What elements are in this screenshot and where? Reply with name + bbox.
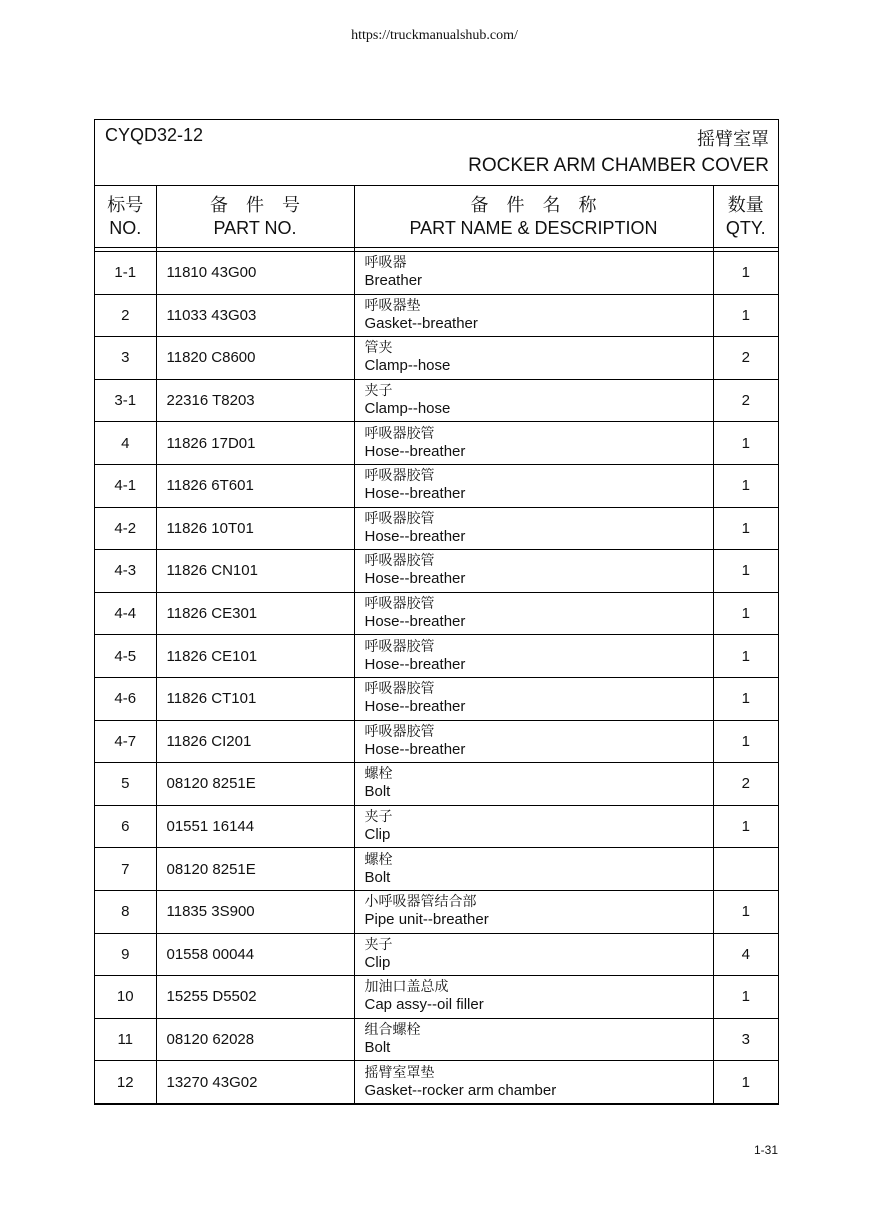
item-number: 3-1: [95, 379, 156, 422]
col-header-name-cn: 备 件 名 称: [470, 194, 597, 216]
quantity: 2: [713, 763, 778, 806]
part-name-en: Hose--breather: [364, 570, 466, 588]
part-description: [354, 252, 713, 295]
title-block: [95, 120, 778, 186]
item-number: 8: [95, 890, 156, 933]
part-name-en: Hose--breather: [364, 698, 466, 716]
part-description: [354, 720, 713, 763]
part-name-cn: 摇臂室罩垫: [364, 1064, 435, 1081]
part-name-en: Clip: [364, 826, 391, 844]
item-number: 7: [95, 848, 156, 891]
quantity: 1: [713, 890, 778, 933]
section-code: CYQD32-12: [105, 125, 204, 145]
item-number: 3: [95, 337, 156, 380]
part-description: [354, 592, 713, 635]
col-header-qty-en: QTY.: [725, 217, 766, 238]
table-row: [95, 422, 778, 465]
quantity: 1: [713, 677, 778, 720]
table-row: [95, 635, 778, 678]
table-row: [95, 976, 778, 1019]
part-name-cn: 呼吸器: [364, 255, 407, 272]
col-header-qty: [713, 186, 778, 248]
quantity: 4: [713, 933, 778, 976]
part-number: 11826 17D01: [156, 422, 354, 465]
quantity: 1: [741, 1073, 750, 1091]
part-name-cn: 组合螺栓: [364, 1021, 421, 1038]
table-row: [95, 677, 778, 720]
part-number: 11826 CN101: [156, 550, 354, 593]
part-number: 13270 43G02: [156, 1061, 354, 1103]
item-number: 4-4: [95, 592, 156, 635]
part-number: 11826 CE301: [156, 592, 354, 635]
quantity: 2: [713, 379, 778, 422]
col-header-name-en: PART NAME & DESCRIPTION: [409, 217, 658, 238]
quantity: 1: [713, 720, 778, 763]
item-number: 12: [95, 1061, 156, 1103]
part-name-cn: 呼吸器胶管: [364, 596, 435, 613]
part-name-en: Hose--breather: [364, 485, 466, 503]
item-number: 4-6: [95, 677, 156, 720]
part-description: [354, 337, 713, 380]
quantity: 1: [713, 464, 778, 507]
part-name-en: Hose--breather: [364, 613, 466, 631]
part-name-en: Breather: [364, 272, 423, 290]
table-row: [95, 507, 778, 550]
parts-list-frame: [94, 119, 779, 1105]
item-number: 4-2: [95, 507, 156, 550]
part-name-cn: 呼吸器胶管: [364, 681, 435, 698]
part-description: [354, 422, 713, 465]
page-number: 1-31: [753, 1143, 778, 1157]
parts-table: [95, 186, 778, 1103]
part-name-cn: 夹子: [364, 383, 393, 400]
part-name-cn: 呼吸器胶管: [364, 468, 435, 485]
part-name-en: Gasket--rocker arm chamber: [364, 1081, 557, 1099]
part-name-cn: 呼吸器胶管: [364, 638, 435, 655]
part-name-cn: 小呼吸器管结合部: [364, 894, 477, 911]
part-description: [354, 464, 713, 507]
part-number: 11826 CE101: [156, 635, 354, 678]
col-header-no: [95, 186, 156, 248]
part-name-en: Hose--breather: [364, 740, 466, 758]
quantity: 1: [713, 252, 778, 295]
table-row: [95, 379, 778, 422]
part-description: [354, 805, 713, 848]
part-name-cn: 呼吸器胶管: [364, 510, 435, 527]
part-number: 11826 6T601: [156, 464, 354, 507]
table-row: [95, 592, 778, 635]
part-name-cn: 呼吸器胶管: [364, 425, 435, 442]
part-number: 22316 T8203: [156, 379, 354, 422]
part-number: 11826 CT101: [156, 677, 354, 720]
quantity: 3: [713, 1018, 778, 1061]
part-name-en: Hose--breather: [364, 655, 466, 673]
part-name-en: Clamp--hose: [364, 400, 451, 418]
col-header-qty-cn: 数量: [727, 194, 764, 216]
part-description: [354, 1061, 713, 1103]
part-description: [354, 294, 713, 337]
part-description: [354, 848, 713, 891]
item-number: 5: [95, 763, 156, 806]
part-description: [354, 677, 713, 720]
item-number: 4: [95, 422, 156, 465]
part-number: 11835 3S900: [156, 890, 354, 933]
quantity: 1: [713, 294, 778, 337]
table-row: [95, 933, 778, 976]
table-row: [95, 294, 778, 337]
part-name-cn: 螺栓: [364, 766, 393, 783]
quantity: [713, 848, 778, 891]
col-header-part-cn: 备 件 号: [210, 194, 300, 216]
part-name-cn: 夹子: [364, 936, 393, 953]
part-description: [354, 379, 713, 422]
part-name-cn: 呼吸器垫: [364, 297, 421, 314]
part-number: 11820 C8600: [156, 337, 354, 380]
part-description: [354, 1018, 713, 1061]
part-name-cn: 呼吸器胶管: [364, 553, 435, 570]
part-description: [354, 890, 713, 933]
col-header-no-en: NO.: [109, 217, 142, 238]
part-name-cn: 加油口盖总成: [364, 979, 449, 996]
item-number: 9: [95, 933, 156, 976]
part-name-en: Bolt: [364, 1038, 391, 1056]
part-name-en: Pipe unit--breather: [364, 911, 489, 929]
col-header-part-en: PART NO.: [213, 217, 297, 238]
part-number: 01558 00044: [156, 933, 354, 976]
quantity: 1: [713, 635, 778, 678]
quantity: 1: [713, 592, 778, 635]
table-row: [95, 1018, 778, 1061]
table-row: [95, 337, 778, 380]
quantity: 1: [713, 805, 778, 848]
table-row: [95, 1061, 778, 1103]
part-name-cn: 夹子: [364, 809, 393, 826]
part-number: 01551 16144: [156, 805, 354, 848]
item-number: 4-1: [95, 464, 156, 507]
quantity: 1: [713, 507, 778, 550]
quantity: 2: [713, 337, 778, 380]
part-description: [354, 550, 713, 593]
table-row: [95, 464, 778, 507]
part-number: 08120 8251E: [156, 763, 354, 806]
part-name-cn: 螺栓: [364, 851, 393, 868]
table-row: [95, 252, 778, 295]
part-name-cn: 呼吸器胶管: [364, 723, 435, 740]
item-number: 2: [95, 294, 156, 337]
part-name-en: Hose--breather: [364, 527, 466, 545]
item-number: 4-3: [95, 550, 156, 593]
part-name-en: Cap assy--oil filler: [364, 996, 484, 1014]
part-description: [354, 976, 713, 1019]
quantity: 1: [713, 976, 778, 1019]
table-row: [95, 550, 778, 593]
part-name-en: Clip: [364, 953, 391, 971]
part-number: 11826 10T01: [156, 507, 354, 550]
part-number: 15255 D5502: [156, 976, 354, 1019]
quantity: 1: [713, 422, 778, 465]
part-name-en: Hose--breather: [364, 442, 466, 460]
part-description: [354, 507, 713, 550]
table-row: [95, 848, 778, 891]
part-name-en: Clamp--hose: [364, 357, 451, 375]
col-header-name: [354, 186, 713, 248]
part-name-en: Bolt: [364, 783, 391, 801]
item-number: 1-1: [95, 252, 156, 295]
table-row: [95, 890, 778, 933]
col-header-no-cn: 标号: [107, 194, 144, 216]
section-title-en: ROCKER ARM CHAMBER COVER: [468, 155, 769, 176]
quantity: 1: [713, 550, 778, 593]
table-row: [95, 805, 778, 848]
item-number: 4-7: [95, 720, 156, 763]
table-row: [95, 720, 778, 763]
col-header-part: [156, 186, 354, 248]
item-number: 10: [95, 976, 156, 1019]
part-description: [354, 635, 713, 678]
item-number: 4-5: [95, 635, 156, 678]
part-number: 11826 CI201: [156, 720, 354, 763]
part-number: 08120 62028: [156, 1018, 354, 1061]
part-name-cn: 管夹: [364, 340, 393, 357]
part-number: 08120 8251E: [156, 848, 354, 891]
part-number: 11810 43G00: [156, 252, 354, 295]
part-name-en: Bolt: [364, 868, 391, 886]
part-name-en: Gasket--breather: [364, 314, 478, 332]
item-number: 11: [95, 1018, 156, 1061]
table-row: [95, 763, 778, 806]
section-title-cn: 摇臂室罩: [697, 129, 769, 150]
part-description: [354, 933, 713, 976]
source-url: https://truckmanualshub.com/: [351, 28, 518, 43]
part-description: [354, 763, 713, 806]
item-number: 6: [95, 805, 156, 848]
table-header-row: [95, 186, 778, 248]
part-number: 11033 43G03: [156, 294, 354, 337]
